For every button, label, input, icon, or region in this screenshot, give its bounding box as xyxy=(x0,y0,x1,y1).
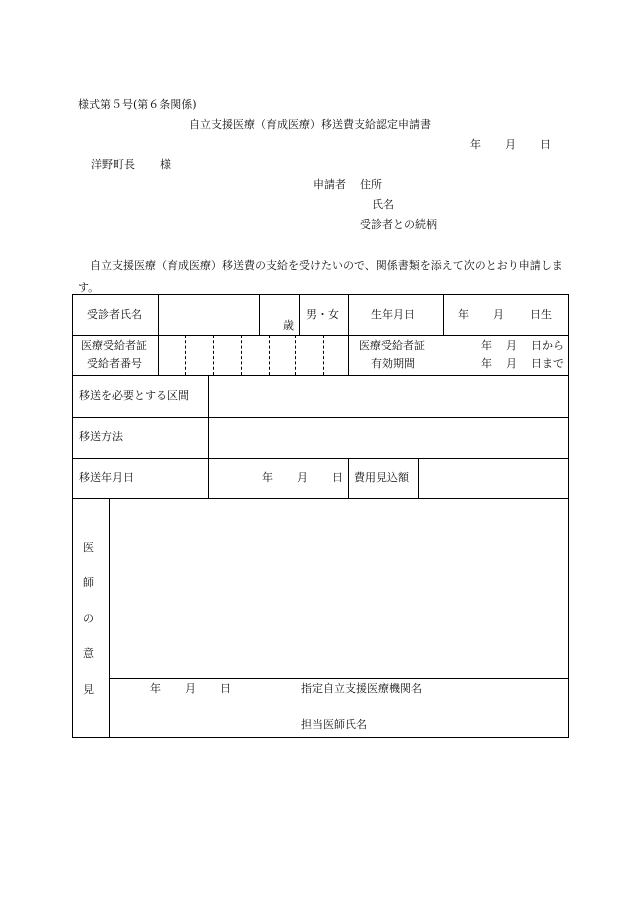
cert-label-line2: 受給者番号 xyxy=(87,357,142,370)
validity-from-month: 月 xyxy=(506,339,517,352)
opinion-month-label: 月 xyxy=(185,682,196,695)
transfer-day-label: 日 xyxy=(332,471,343,484)
opinion-char-3: の xyxy=(83,612,94,625)
validity-to-day: 日まで xyxy=(531,357,564,370)
intro-paragraph: 自立支援医療（育成医療）移送費の支給を受けたいので、関係書類を添えて次のとおり申請します。 xyxy=(78,259,563,294)
addressee: 洋野町長 xyxy=(91,158,135,171)
date-year-label: 年 xyxy=(470,138,481,151)
applicant-address-label: 住所 xyxy=(360,178,382,191)
birth-year-label: 年 xyxy=(458,308,469,321)
patient-name-label: 受診者氏名 xyxy=(87,308,142,321)
honorific: 様 xyxy=(160,158,171,171)
validity-to-year: 年 xyxy=(481,357,492,370)
doctor-name-label: 担当医師氏名 xyxy=(301,718,367,731)
cert-label-line1: 医療受給者証 xyxy=(81,339,147,352)
age-label: 歳 xyxy=(283,319,294,332)
sex-selector[interactable]: 男・女 xyxy=(306,308,339,321)
opinion-char-2: 師 xyxy=(83,576,94,589)
transfer-year-label: 年 xyxy=(262,471,273,484)
birthdate-label: 生年月日 xyxy=(371,308,415,321)
validity-label-line1: 医療受給者証 xyxy=(359,339,425,352)
validity-from-year: 年 xyxy=(481,339,492,352)
route-label: 移送を必要とする区間 xyxy=(79,389,189,402)
date-month-label: 月 xyxy=(505,138,516,151)
opinion-day-label: 日 xyxy=(220,682,231,695)
transfer-month-label: 月 xyxy=(297,471,308,484)
birth-day-label: 日生 xyxy=(530,308,552,321)
validity-to-month: 月 xyxy=(506,357,517,370)
opinion-char-1: 医 xyxy=(83,541,94,554)
form-number: 様式第５号(第６条関係) xyxy=(78,98,197,111)
method-label: 移送方法 xyxy=(79,430,123,443)
applicant-label: 申請者 xyxy=(313,178,346,191)
institution-label: 指定自立支援医療機関名 xyxy=(301,682,422,695)
transfer-date-label: 移送年月日 xyxy=(79,471,134,484)
birth-month-label: 月 xyxy=(493,308,504,321)
opinion-year-label: 年 xyxy=(150,682,161,695)
date-day-label: 日 xyxy=(540,138,551,151)
validity-label-line2: 有効期間 xyxy=(371,357,415,370)
validity-from-day: 日から xyxy=(531,339,564,352)
application-form-table xyxy=(72,294,569,738)
opinion-char-4: 意 xyxy=(83,647,94,660)
cost-label: 費用見込額 xyxy=(354,471,409,484)
form-title: 自立支援医療（育成医療）移送費支給認定申請書 xyxy=(189,118,431,131)
opinion-char-5: 見 xyxy=(83,683,94,696)
applicant-name-label: 氏名 xyxy=(372,198,394,211)
applicant-relationship-label: 受診者との続柄 xyxy=(360,218,437,231)
